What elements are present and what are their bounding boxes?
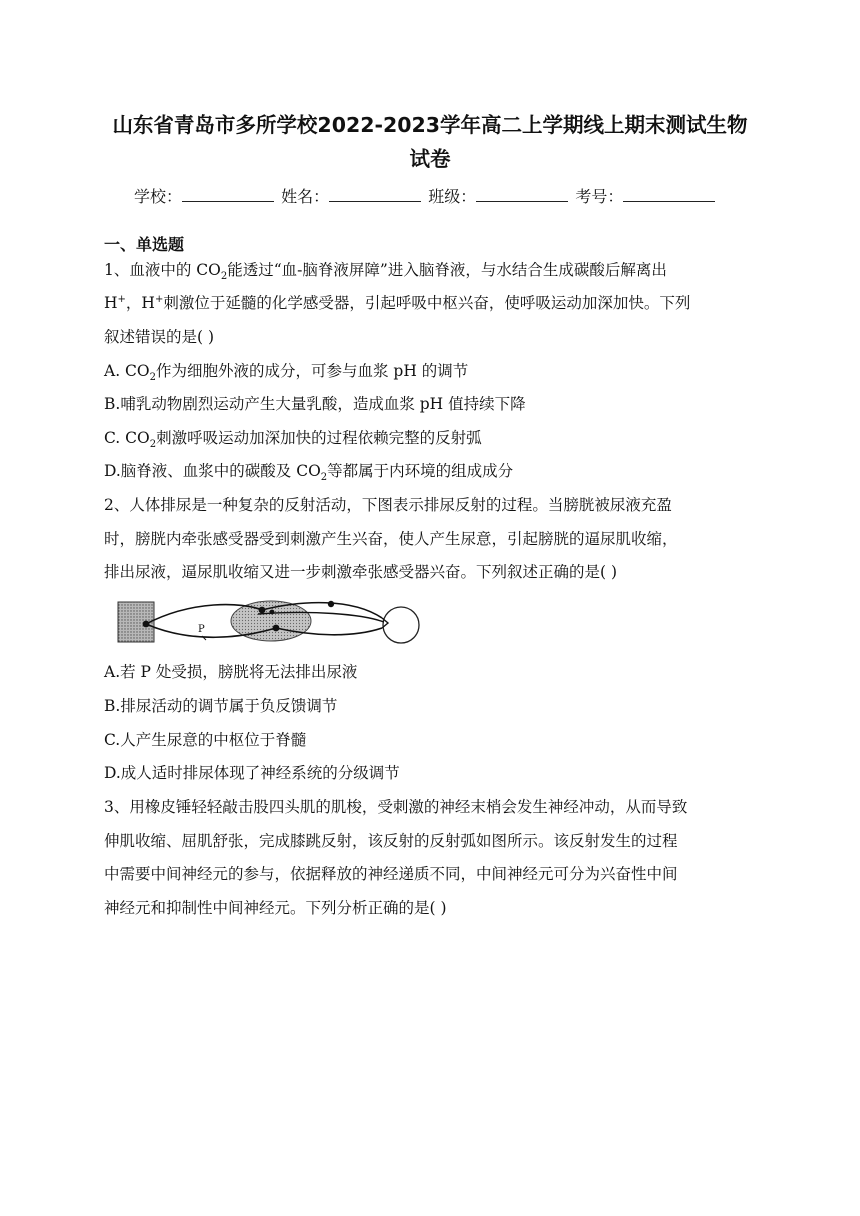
q2-option-d[interactable]: D.成人适时排尿体现了神经系统的分级调节	[104, 764, 400, 782]
school-blank[interactable]	[182, 187, 274, 202]
urination-reflex-diagram	[112, 592, 432, 652]
q2-stem-line-2: 时，膀胱内牵张感受器受到刺激产生兴奋，使人产生尿意，引起膀胱的逼尿肌收缩，	[104, 530, 678, 548]
page-title-continued: 试卷	[409, 147, 451, 171]
class-blank[interactable]	[476, 187, 568, 202]
name-blank[interactable]	[329, 187, 421, 202]
class-label: 班级：	[428, 187, 477, 206]
school-label: 学校：	[134, 187, 183, 206]
section-heading: 一、单选题	[104, 235, 185, 254]
q1-option-a[interactable]: A. $CO_2$作为细胞外液的成分，可参与血浆 pH 的调节	[104, 362, 469, 384]
q1-stem-line-1: 1、血液中的 $CO_2$能透过“血-脑脊液屏障”进入脑脊液，与水结合生成碳酸后解离出	[104, 261, 667, 283]
q3-stem-line-1: 3、用橡皮锤轻轻敲击股四头肌的肌梭，受刺激的神经末梢会发生神经冲动，从而导致	[104, 798, 688, 816]
q2-stem-line-1: 2、人体排尿是一种复杂的反射活动，下图表示排尿反射的过程。当膀胱被尿液充盈	[104, 496, 672, 514]
name-label: 姓名：	[281, 187, 330, 206]
q3-stem-line-2: 伸肌收缩、屈肌舒张，完成膝跳反射，该反射的反射弧如图所示。该反射发生的过程	[104, 832, 678, 850]
student-info-row	[134, 184, 717, 207]
q2-option-a[interactable]: A.若 P 处受损，膀胱将无法排出尿液	[104, 663, 358, 681]
q1-stem-line-2: H+，H+刺激位于延髓的化学感受器，引起呼吸中枢兴奋，使呼吸运动加深加快。下列	[104, 293, 691, 312]
q2-option-b[interactable]: B.排尿活动的调节属于负反馈调节	[104, 697, 338, 715]
number-blank[interactable]	[623, 187, 715, 202]
q1-stem-line-3: 叙述错误的是( )	[104, 328, 215, 346]
q2-stem-line-3: 排出尿液，逼尿肌收缩又进一步刺激牵张感受器兴奋。下列叙述正确的是( )	[104, 563, 618, 581]
page-title: 山东省青岛市多所学校2022-2023学年高二上学期线上期末测试生物	[112, 113, 748, 137]
q1-option-c[interactable]: C. $CO_2$刺激呼吸运动加深加快的过程依赖完整的反射弧	[104, 429, 482, 451]
q3-stem-line-3: 中需要中间神经元的参与，依据释放的神经递质不同，中间神经元可分为兴奋性中间	[104, 865, 678, 883]
number-label: 考号：	[575, 187, 624, 206]
q1-option-b[interactable]: B.哺乳动物剧烈运动产生大量乳酸，造成血浆 pH 值持续下降	[104, 395, 526, 413]
q1-option-d[interactable]: D.脑脊液、血浆中的碳酸及 $CO_2$等都属于内环境的组成成分	[104, 462, 514, 484]
diagram-label-p: P	[198, 624, 205, 635]
bladder-circle	[383, 607, 419, 643]
q3-stem-line-4: 神经元和抑制性中间神经元。下列分析正确的是( )	[104, 899, 447, 917]
q2-option-c[interactable]: C.人产生尿意的中枢位于脊髓	[104, 731, 307, 749]
